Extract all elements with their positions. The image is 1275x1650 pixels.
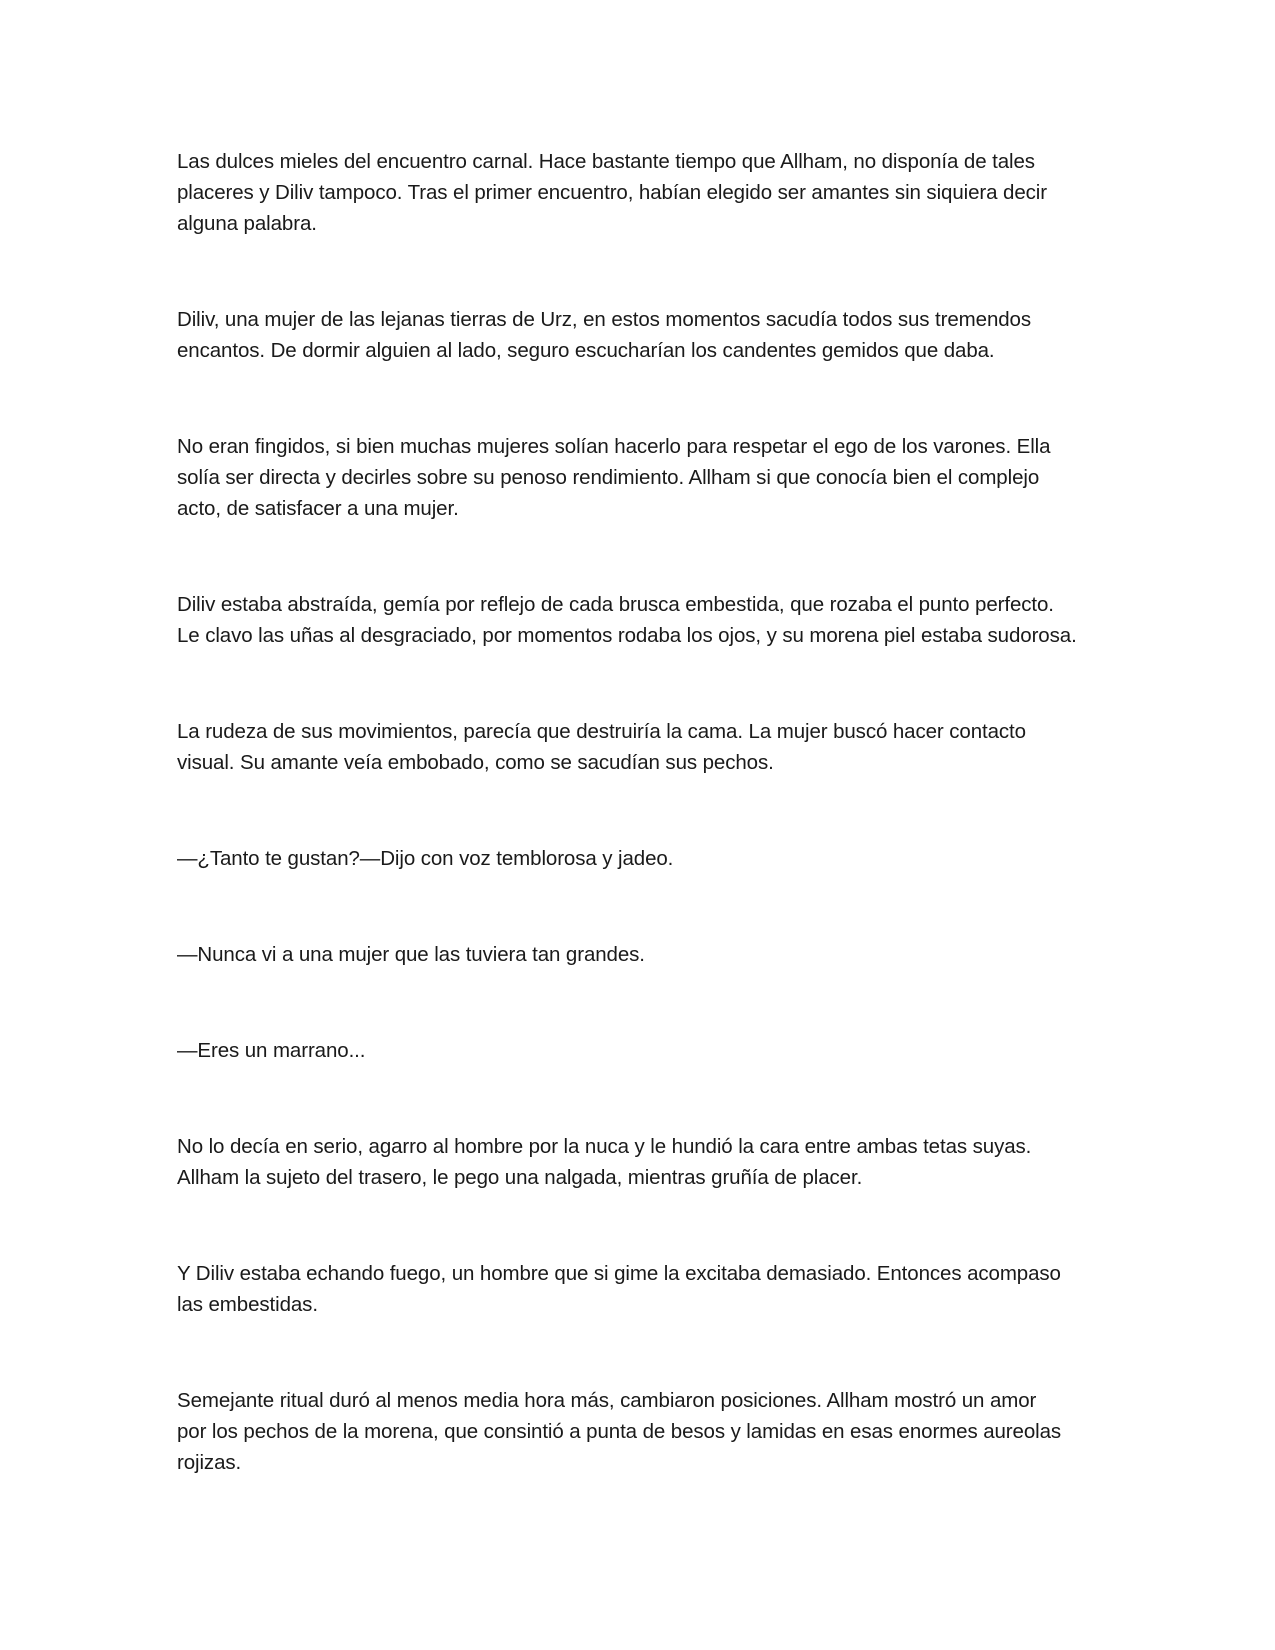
text-line: No lo decía en serio, agarro al hombre por la nuca y le hundió la cara entre ambas tetas suyas. [177,1135,1032,1158]
paragraph [177,304,1097,366]
text-line: acto, de satisfacer a una mujer. [177,497,459,520]
document-page [177,146,1097,1543]
text-line: visual. Su amante veía embobado, como se sacudían sus pechos. [177,751,774,774]
paragraph [177,1131,1097,1193]
text-line: las embestidas. [177,1293,318,1316]
dialogue-paragraph [177,939,1097,970]
text-line: por los pechos de la morena, que consintió a punta de besos y lamidas en esas enormes aureolas [177,1420,1062,1443]
text-line: placeres y Diliv tampoco. Tras el primer encuentro, habían elegido ser amantes sin siquiera decir [177,181,1047,204]
paragraph [177,716,1097,778]
dialogue-paragraph [177,1035,1097,1066]
paragraph [177,589,1097,651]
text-line: rojizas. [177,1451,242,1474]
text-line: —Eres un marrano... [177,1039,366,1062]
paragraph [177,1258,1097,1320]
text-line: Diliv, una mujer de las lejanas tierras de Urz, en estos momentos sacudía todos sus tremendos [177,308,1032,331]
text-line: No eran fingidos, si bien muchas mujeres solían hacerlo para respetar el ego de los varones. Ella [177,435,1051,458]
text-line: —¿Tanto te gustan?—Dijo con voz temblorosa y jadeo. [177,847,674,870]
text-line: Diliv estaba abstraída, gemía por reflejo de cada brusca embestida, que rozaba el punto perfecto. [177,593,1054,616]
text-line: alguna palabra. [177,212,317,235]
text-line: Las dulces mieles del encuentro carnal. Hace bastante tiempo que Allham, no disponía de tales [177,150,1035,173]
paragraph [177,431,1097,524]
dialogue-paragraph [177,843,1097,874]
paragraph [177,1385,1097,1478]
paragraph [177,146,1097,239]
text-line: —Nunca vi a una mujer que las tuviera tan grandes. [177,943,645,966]
text-line: encantos. De dormir alguien al lado, seguro escucharían los candentes gemidos que daba. [177,339,995,362]
text-line: solía ser directa y decirles sobre su penoso rendimiento. Allham si que conocía bien el complejo [177,466,1040,489]
text-line: La rudeza de sus movimientos, parecía que destruiría la cama. La mujer buscó hacer contacto [177,720,1026,743]
text-line: Le clavo las uñas al desgraciado, por momentos rodaba los ojos, y su morena piel estaba sudorosa. [177,624,1077,647]
text-line: Allham la sujeto del trasero, le pego una nalgada, mientras gruñía de placer. [177,1166,863,1189]
text-line: Y Diliv estaba echando fuego, un hombre que si gime la excitaba demasiado. Entonces acompaso [177,1262,1061,1285]
text-line: Semejante ritual duró al menos media hora más, cambiaron posiciones. Allham mostró un amor [177,1389,1037,1412]
